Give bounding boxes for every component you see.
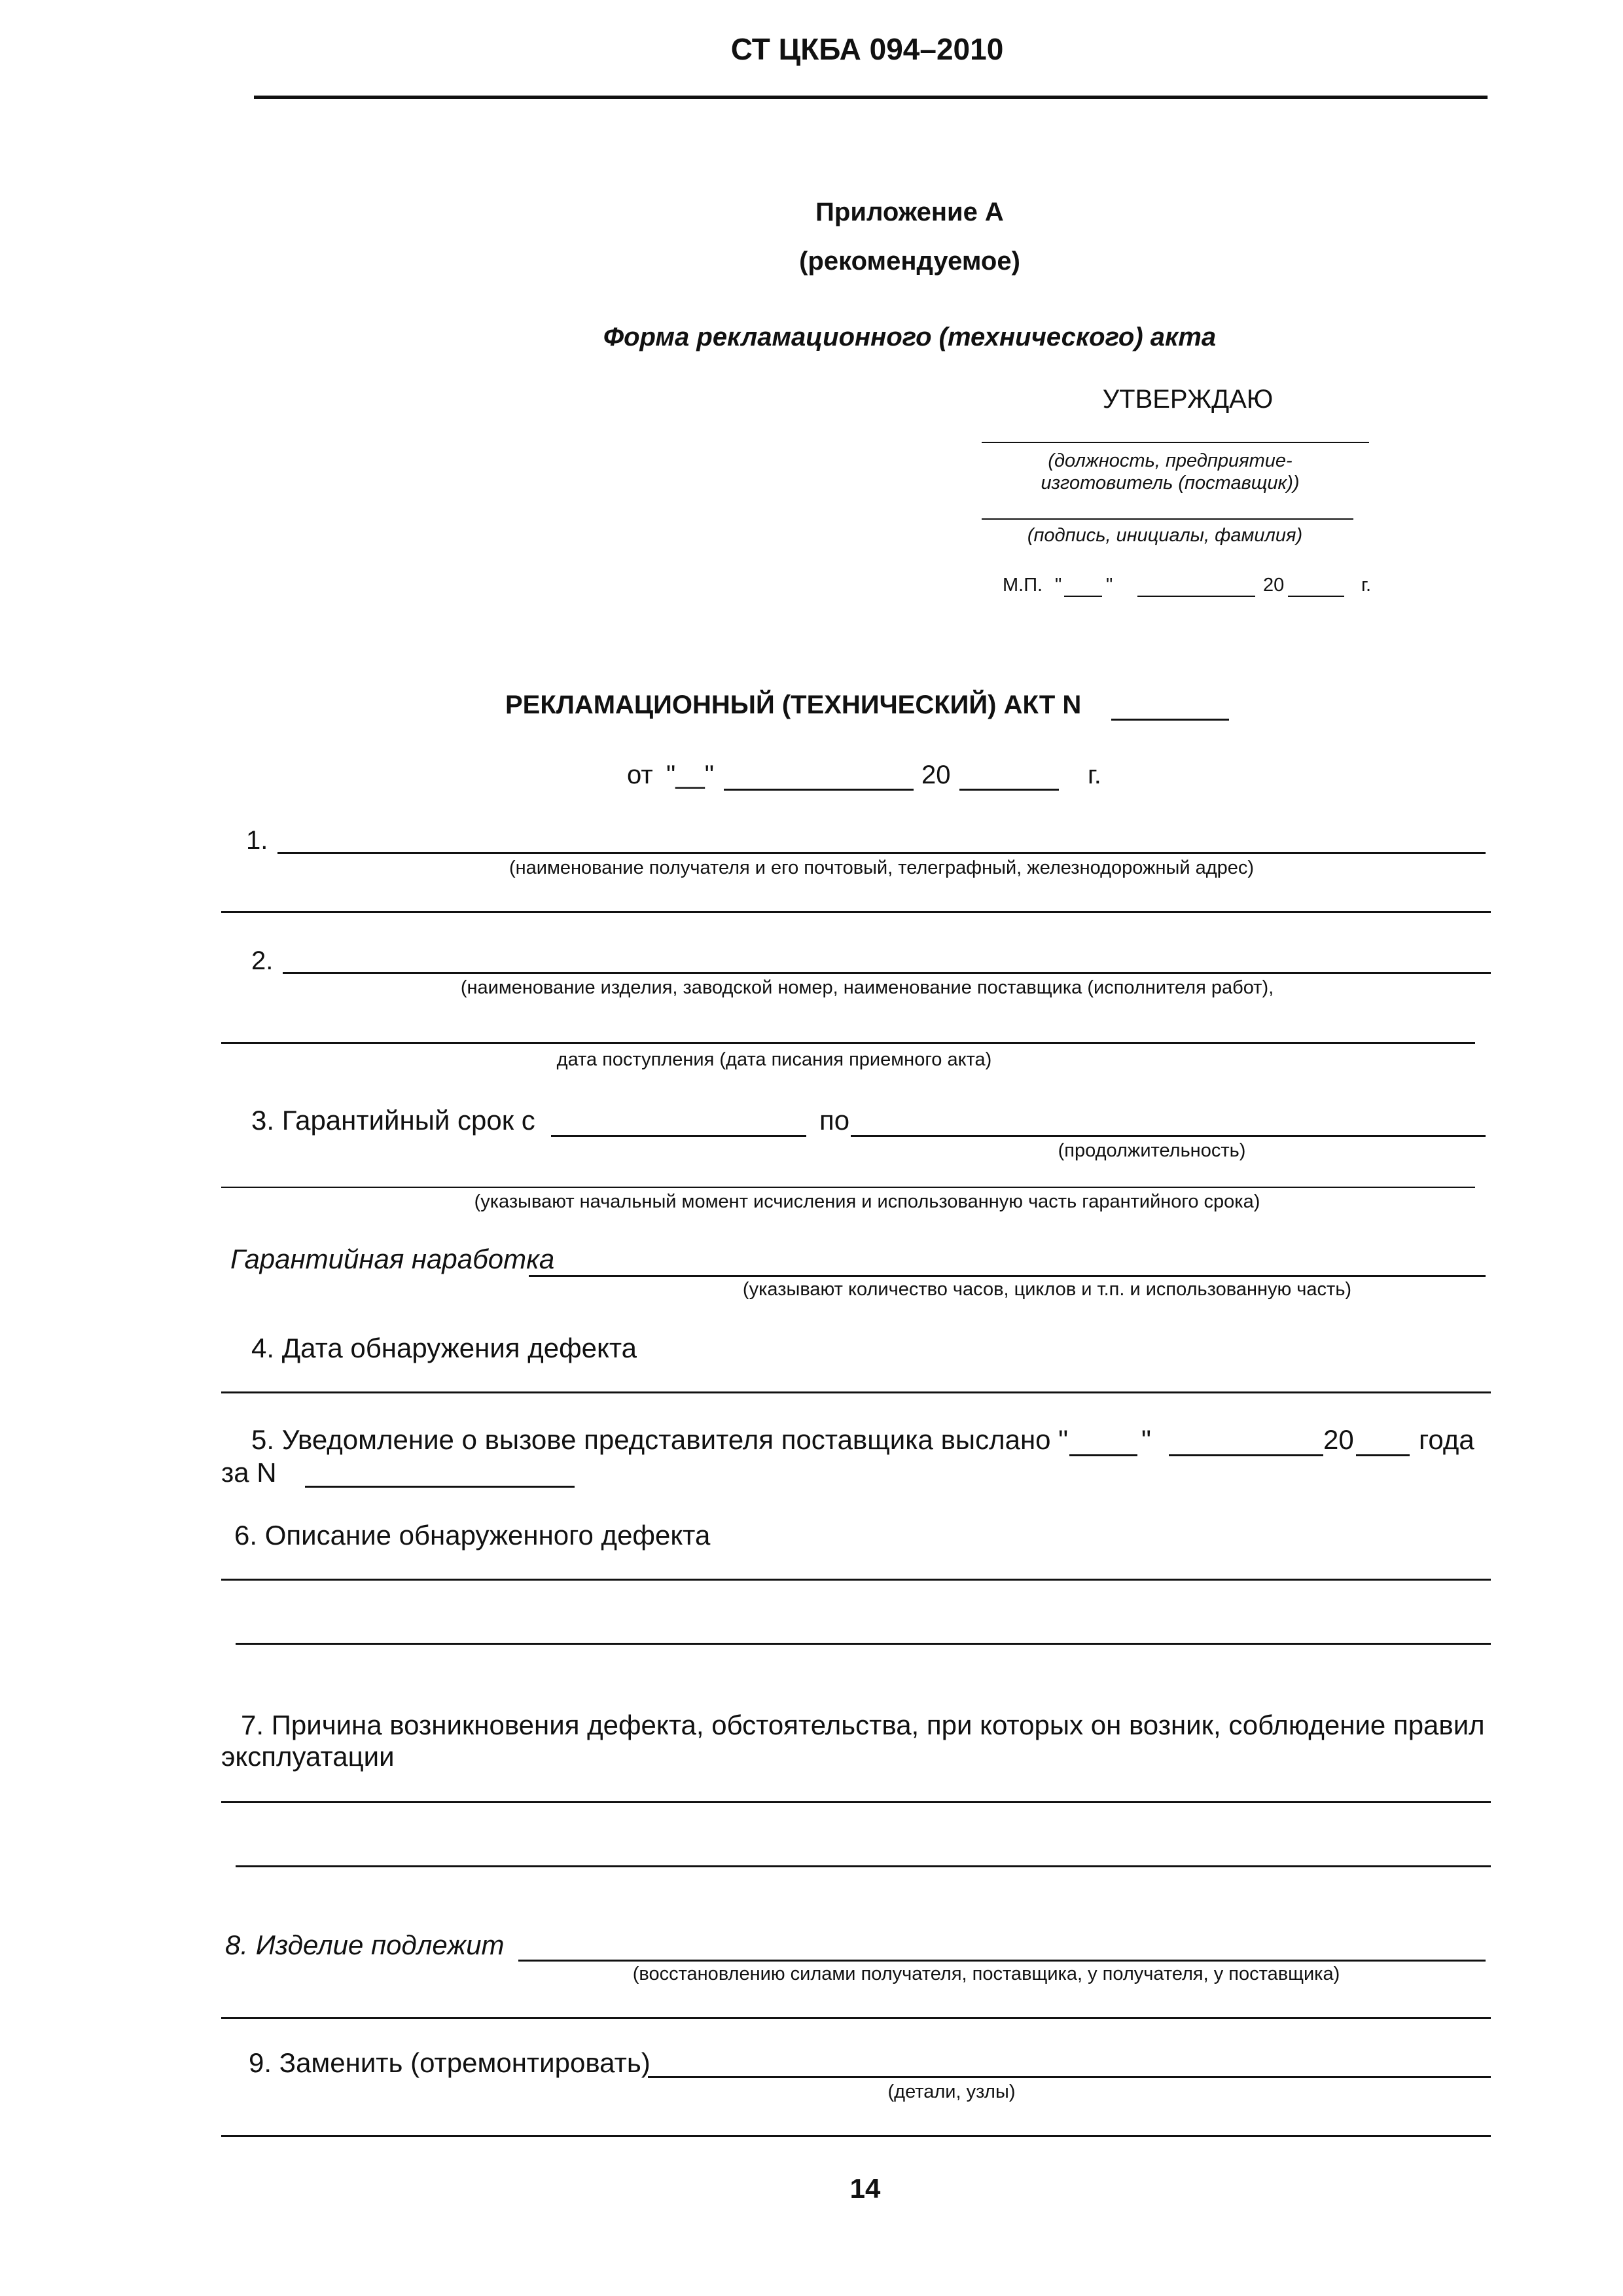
notice-day-field[interactable] — [1069, 1454, 1137, 1456]
signature-caption: (подпись, инициалы, фамилия) — [1027, 525, 1303, 546]
position-caption-2: изготовитель (поставщик)) — [1041, 473, 1300, 493]
signature-line[interactable] — [982, 518, 1353, 520]
item-2-number: 2. — [251, 946, 274, 975]
act-month-field[interactable] — [724, 789, 914, 791]
item-1-field-2[interactable] — [221, 911, 1491, 913]
runtime-field[interactable] — [529, 1275, 1486, 1277]
act-date-from: от — [627, 761, 653, 789]
item-4-field[interactable] — [221, 1391, 1491, 1393]
notice-number-field[interactable] — [305, 1486, 575, 1488]
warranty-to-field[interactable] — [851, 1135, 1486, 1137]
item-9-field[interactable] — [648, 2076, 1491, 2078]
item-8-field-2[interactable] — [221, 2017, 1491, 2019]
form-title: Форма рекламационного (технического) акта — [603, 323, 1217, 351]
item-8-label: 8. Изделие подлежит — [225, 1929, 505, 1960]
item-3-label: 3. Гарантийный срок с — [251, 1105, 535, 1136]
act-number-field[interactable] — [1111, 719, 1229, 721]
act-year-field[interactable] — [959, 789, 1059, 791]
item-3-caption-2: (указывают начальный момент исчисления и использованную часть гарантийного срока) — [474, 1191, 1260, 1212]
item-4-label: 4. Дата обнаружения дефекта — [251, 1333, 637, 1363]
item-3-field-2[interactable] — [221, 1187, 1475, 1188]
approval-year-field[interactable] — [1288, 596, 1344, 597]
item-6-field[interactable] — [221, 1579, 1491, 1581]
appendix-subtitle: (рекомендуемое) — [799, 247, 1020, 276]
warranty-from-field[interactable] — [551, 1135, 806, 1137]
item-7-field[interactable] — [221, 1801, 1491, 1803]
item-2-caption-2: дата поступления (дата писания приемного акта) — [556, 1049, 992, 1070]
act-date-quotes: "__" — [666, 761, 714, 789]
item-5-quote-close: " — [1141, 1424, 1151, 1455]
item-6-label: 6. Описание обнаруженного дефекта — [234, 1520, 711, 1551]
act-year-prefix: 20 — [921, 761, 951, 789]
approval-quote-open: " — [1055, 575, 1062, 596]
item-8-caption: (восстановлению силами получателя, поставщика, у получателя, у поставщика) — [632, 1964, 1340, 1984]
item-5-year-prefix: 20 — [1323, 1424, 1354, 1455]
approval-month-field[interactable] — [1137, 596, 1255, 597]
act-year-suffix: г. — [1088, 761, 1101, 789]
item-5-label: 5. Уведомление о вызове представителя поставщика выслано " — [251, 1424, 1069, 1455]
item-2-caption: (наименование изделия, заводской номер, наименование поставщика (исполнителя работ), — [460, 977, 1274, 998]
act-title: РЕКЛАМАЦИОННЫЙ (ТЕХНИЧЕСКИЙ) АКТ N — [505, 691, 1082, 719]
item-1-number: 1. — [246, 826, 268, 855]
document-code: СТ ЦКБА 094–2010 — [730, 32, 1004, 66]
item-3-caption: (продолжительность) — [1058, 1140, 1246, 1161]
runtime-caption: (указывают количество часов, циклов и т.п. и использованную часть) — [742, 1279, 1352, 1300]
notice-year-field[interactable] — [1356, 1454, 1410, 1456]
page-number: 14 — [849, 2173, 881, 2204]
approval-quote-close: " — [1106, 575, 1113, 596]
item-7-label: 7. Причина возникновения дефекта, обстоятельства, при которых он возник, соблюдение правил — [241, 1710, 1485, 1740]
appendix-title: Приложение А — [815, 198, 1004, 226]
notice-month-field[interactable] — [1169, 1454, 1323, 1456]
item-7-field-2[interactable] — [236, 1865, 1491, 1867]
approval-year-suffix: г. — [1361, 575, 1372, 596]
item-2-field-2[interactable] — [221, 1042, 1475, 1044]
approval-year-prefix: 20 — [1263, 575, 1285, 596]
approve-label: УТВЕРЖДАЮ — [1102, 385, 1274, 414]
item-7-label-2: эксплуатации — [221, 1741, 395, 1772]
item-2-field[interactable] — [283, 972, 1491, 974]
position-line[interactable] — [982, 442, 1369, 443]
item-9-caption: (детали, узлы) — [887, 2081, 1016, 2102]
item-3-po: по — [819, 1105, 850, 1136]
item-1-field[interactable] — [277, 852, 1486, 854]
stamp-label: М.П. — [1003, 575, 1043, 596]
item-6-field-2[interactable] — [236, 1643, 1491, 1645]
approval-day-field[interactable] — [1064, 596, 1102, 597]
item-5-year-suffix: года — [1419, 1424, 1474, 1455]
item-9-field-2[interactable] — [221, 2135, 1491, 2137]
item-8-field[interactable] — [518, 1960, 1486, 1962]
item-5-line-2: за N — [221, 1457, 277, 1488]
runtime-label: Гарантийная наработка — [230, 1244, 555, 1274]
position-caption-1: (должность, предприятие- — [1048, 450, 1293, 471]
item-1-caption: (наименование получателя и его почтовый, телеграфный, железнодорожный адрес) — [508, 857, 1255, 878]
item-9-label: 9. Заменить (отремонтировать) — [249, 2047, 651, 2078]
header-rule — [254, 96, 1488, 99]
